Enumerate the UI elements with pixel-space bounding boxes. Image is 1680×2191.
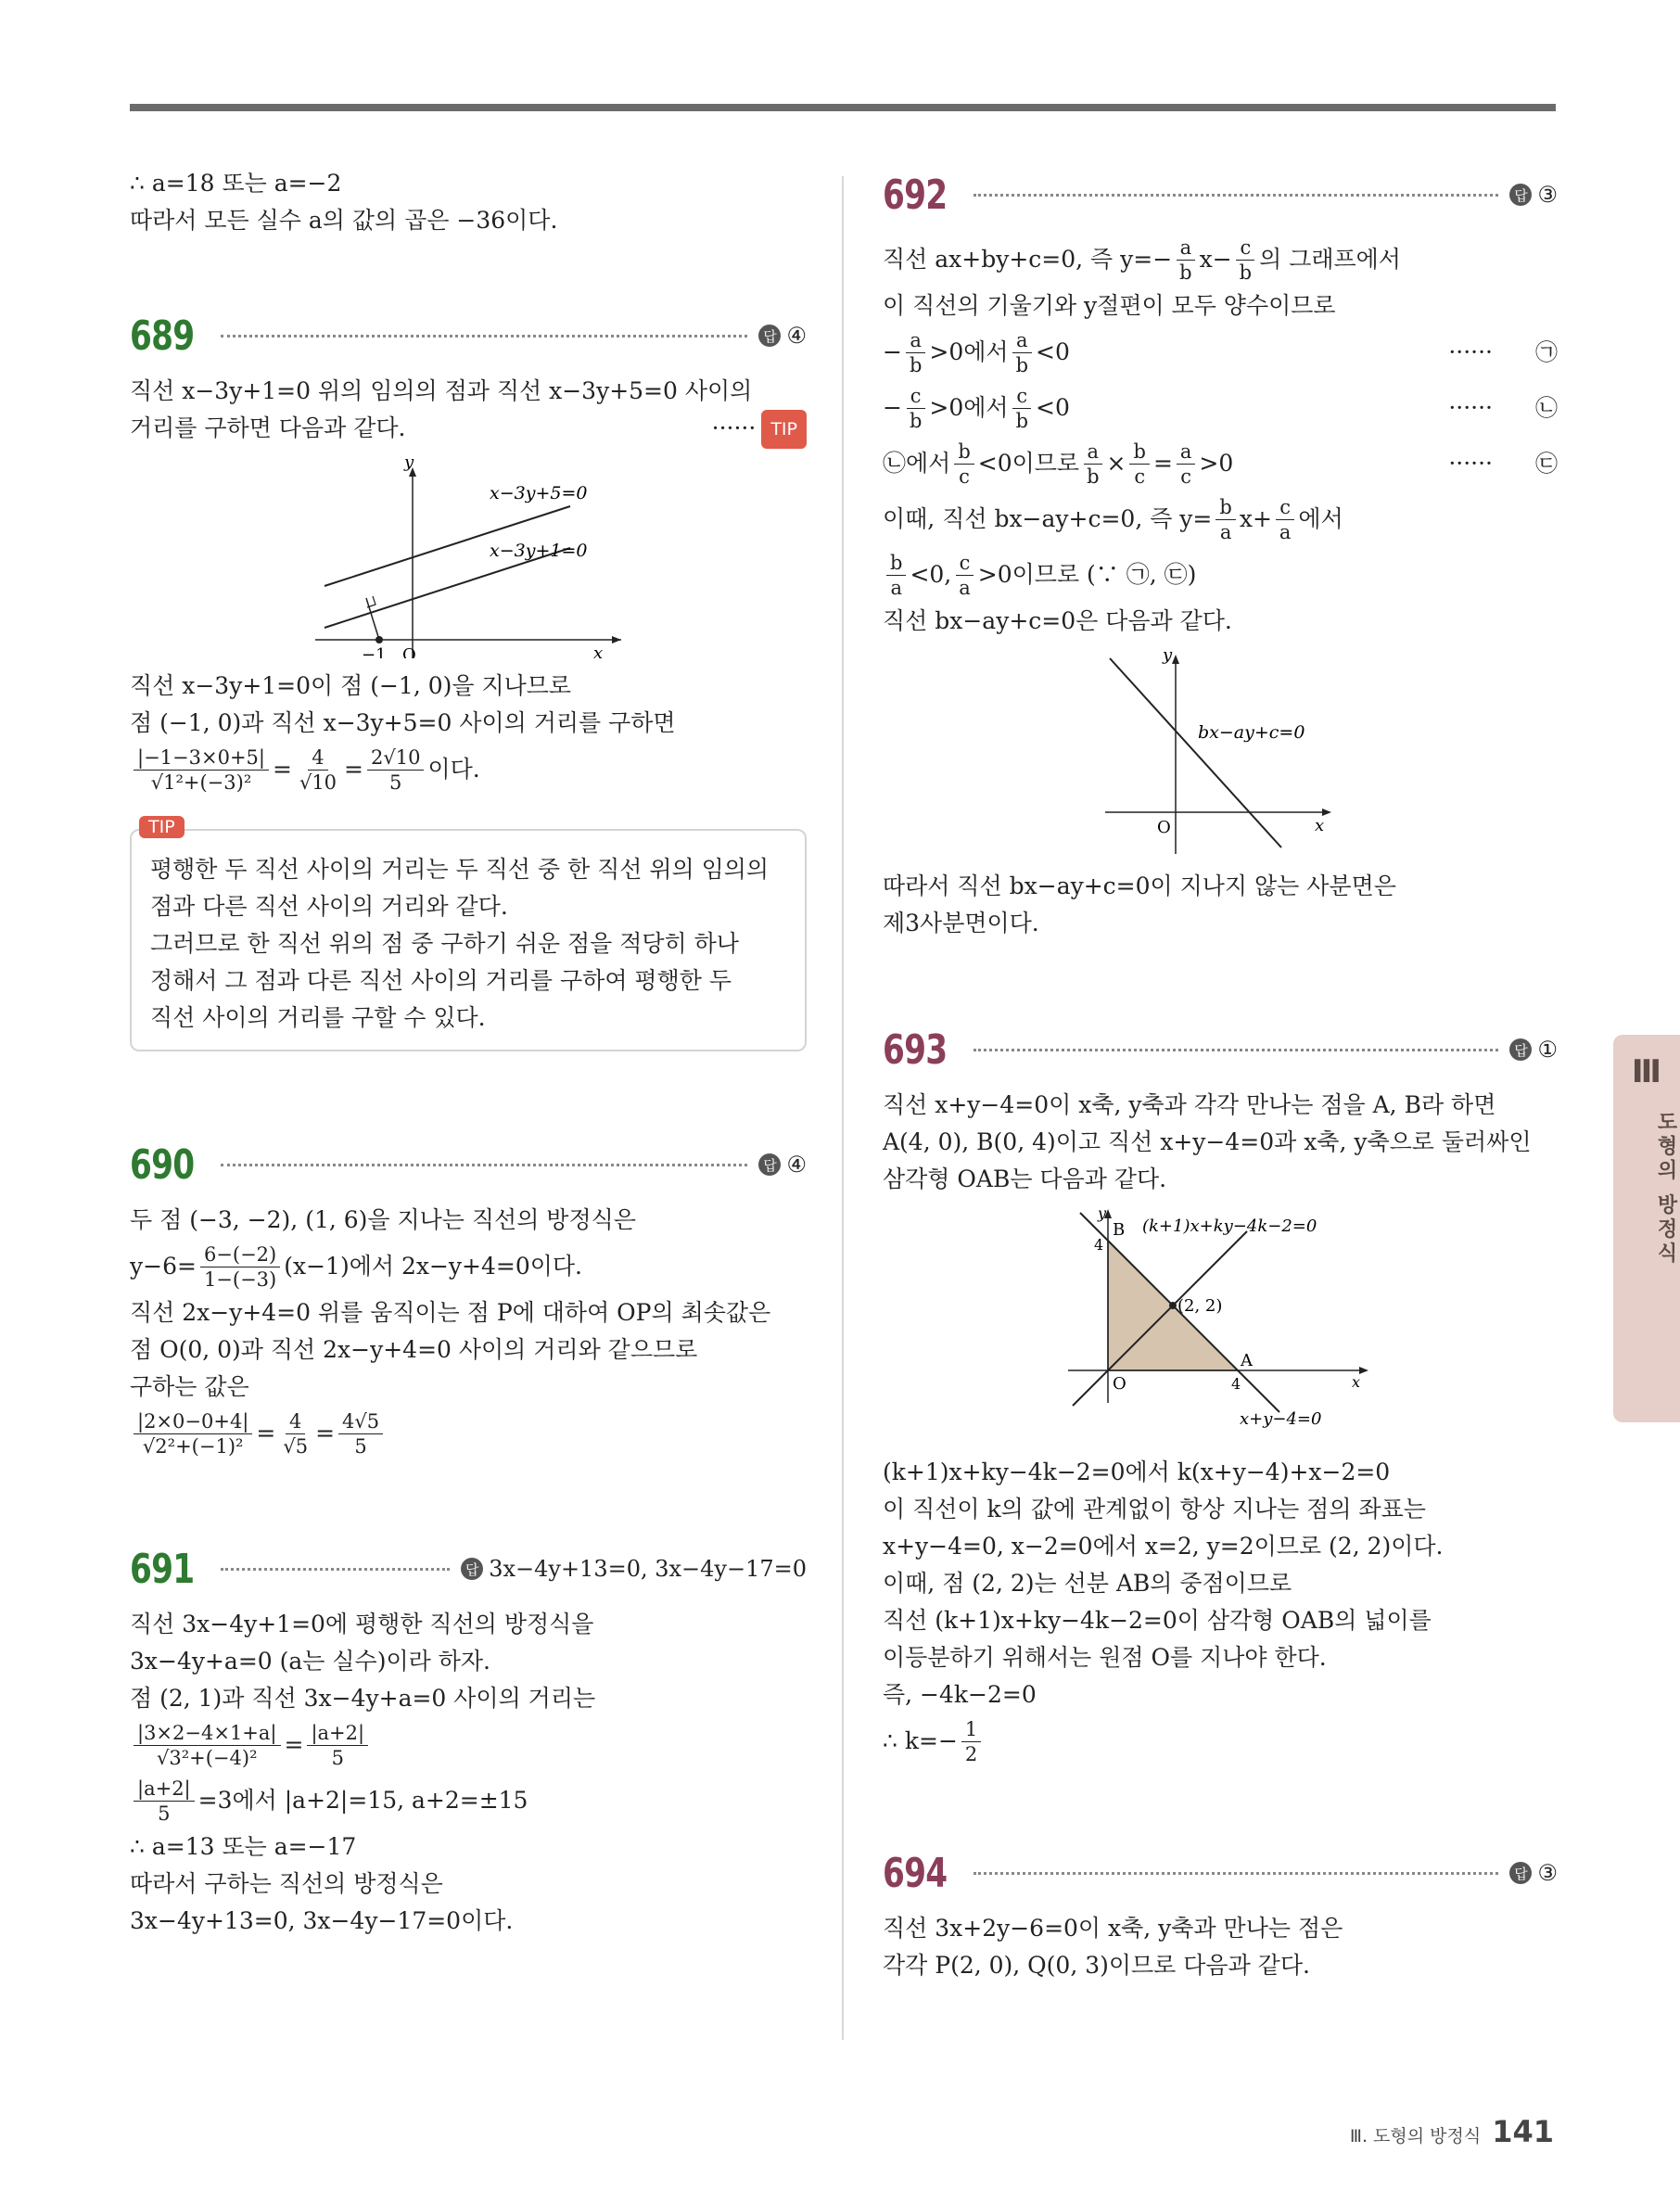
text-line: 점 (2, 1)과 직선 3x−4y+a=0 사이의 거리는: [130, 1685, 596, 1712]
text-line: x+y−4=0, x−2=0에서 x=2, y=2이므로 (2, 2)이다.: [883, 1533, 1444, 1560]
text-line: 이등분하기 위해서는 원점 O를 지나야 한다.: [883, 1644, 1327, 1671]
text-line: 따라서 직선 bx−ay+c=0이 지나지 않는 사분면은: [883, 873, 1396, 899]
fraction: $\frac{a}{b}$: [906, 328, 925, 377]
fraction: $\frac{c}{a}$: [955, 551, 974, 600]
chapter-tab: [1613, 1035, 1680, 1422]
a-label: A: [1241, 1351, 1253, 1370]
problem-694-header: [883, 1843, 1558, 1903]
origin-label: O: [1113, 1374, 1126, 1394]
text-line: ∴ a=18 또는 a=−2: [130, 170, 342, 197]
x-label: x: [1315, 816, 1325, 835]
fraction: $\frac{b}{a}$: [886, 551, 906, 600]
fraction: $\frac{4√5}{5}$: [338, 1409, 383, 1459]
problem-number: 689: [130, 312, 195, 360]
perpendicular-segment: [366, 598, 379, 640]
label-eq1: x−3y+5=0: [490, 483, 588, 503]
page-number: 141: [1492, 2114, 1554, 2149]
math-line: ∴ k=− $\frac{1}{2}$: [883, 1713, 1558, 1769]
fraction: $\frac{a}{b}$: [1083, 439, 1102, 489]
x-label: x: [593, 643, 604, 658]
left-column: [130, 165, 807, 1940]
answer-icon: 답: [758, 1153, 781, 1176]
fraction: $\frac{a}{c}$: [1177, 439, 1196, 489]
problem-number: 691: [130, 1545, 195, 1593]
text-line: 3x−4y+13=0, 3x−4y−17=0이다.: [130, 1907, 514, 1934]
text-line: 직선 사이의 거리를 구할 수 있다.: [150, 1004, 486, 1031]
text-line: 점 O(0, 0)과 직선 2x−y+4=0 사이의 거리와 같으므로: [130, 1336, 698, 1363]
answer-icon: 답: [1509, 1038, 1532, 1061]
problem-691-header: [130, 1539, 807, 1599]
text-line: 각각 P(2, 0), Q(0, 3)이므로 다음과 같다.: [883, 1952, 1310, 1979]
figure-triangle-oab: [883, 1204, 1558, 1448]
condition-mark: ㉠: [1535, 339, 1558, 365]
text-line: 직선 bx−ay+c=0은 다음과 같다.: [883, 607, 1232, 634]
math-line: 이때, 직선 bx−ay+c=0, 즉 y= $\frac{b}{a}$ x+ $\frac{c}{a}$ 에서: [883, 495, 1343, 543]
answer-icon: 답: [758, 325, 781, 347]
text-line: 즉, −4k−2=0: [883, 1681, 1037, 1708]
math-line: $\frac{|2\times 0-0+4|}{\text{√2²+(−1)²}}$ = $\frac{4}{√5}$ = $\frac{4√5}{5}$: [130, 1406, 807, 1461]
problem-690-header: [130, 1135, 807, 1194]
leader-dots: [221, 1164, 747, 1166]
text-line: 점 (−1, 0)과 직선 x−3y+5=0 사이의 거리를 구하면: [130, 709, 676, 736]
chapter-label: 도형의 방정식: [1654, 1111, 1677, 1267]
b-label: B: [1113, 1220, 1126, 1240]
y-label: y: [404, 454, 414, 472]
fraction: $\frac{b}{c}$: [1129, 439, 1149, 489]
answer: 답 ③: [1509, 1860, 1558, 1886]
fraction: $\frac{|3\times 2-4\times 1+a|}{\text{√3²+(−4)²}}$: [134, 1721, 281, 1770]
text-line: 정해서 그 점과 다른 직선 사이의 거리를 구하여 평행한 두: [150, 967, 732, 994]
footer-chapter: Ⅲ. 도형의 방정식: [1349, 2126, 1482, 2146]
fraction: $\frac{|a+2|}{5}$: [307, 1721, 368, 1770]
fraction: $\frac{|a+2|}{5}$: [134, 1777, 195, 1826]
origin-label: O: [402, 645, 416, 658]
fraction: $\frac{4}{√5}$: [283, 1409, 309, 1458]
fraction: $\frac{2√10}{5}$: [367, 745, 424, 795]
condition-mark: ㉢: [1535, 451, 1558, 477]
tip-box: [130, 817, 807, 1051]
text-line: 직선 x+y−4=0이 x축, y축과 각각 만나는 점을 A, B라 하면: [883, 1091, 1496, 1118]
text-line: 직선 3x+2y−6=0이 x축, y축과 만나는 점은: [883, 1915, 1343, 1942]
fraction: $\frac{|-1-3\times 0+5|}{\text{√1²+(−3)²}}$: [134, 745, 269, 795]
answer: 답 ①: [1509, 1037, 1558, 1063]
fraction: $\frac{4}{√10}$: [299, 745, 337, 794]
line-graph: [883, 645, 1558, 859]
text-line: 평행한 두 직선 사이의 거리는 두 직선 중 한 직선 위의 임의의: [150, 856, 770, 883]
tip-tag: TIP: [139, 816, 185, 838]
text-line: 두 점 (−3, −2), (1, 6)을 지나는 직선의 방정식은: [130, 1206, 636, 1233]
x-axis-arrow: [1359, 1367, 1368, 1374]
text-line: 따라서 모든 실수 a의 값의 곱은 −36이다.: [130, 207, 558, 234]
answer: 답 ④: [758, 1152, 807, 1178]
text-line: 직선 3x−4y+1=0에 평행한 직선의 방정식을: [130, 1611, 594, 1637]
fraction: $\frac{1}{2}$: [961, 1717, 981, 1766]
answer-icon: 답: [461, 1558, 483, 1580]
fraction: $\frac{b}{c}$: [954, 439, 974, 489]
minus-one-label: −1: [362, 645, 387, 658]
fraction: $\frac{6-(-2)}{1-(-3)}$: [200, 1242, 280, 1292]
leader-dots: [221, 335, 747, 338]
leader-dots: [221, 1568, 450, 1571]
problem-number: 693: [883, 1025, 948, 1074]
text-line: (k+1)x+ky−4k−2=0에서 k(x+y−4)+x−2=0: [883, 1459, 1391, 1485]
tip-tag: TIP: [761, 410, 807, 449]
math-line: − $\frac{c}{b}$ >0에서 $\frac{c}{b}$ <0 ······ ㉡: [883, 384, 1558, 432]
answer: 답 ④: [758, 323, 807, 349]
text-line: 이때, 점 (2, 2)는 선분 AB의 중점이므로: [883, 1570, 1292, 1597]
top-rule: [130, 104, 1556, 111]
fraction: $\frac{a}{b}$: [1176, 236, 1195, 285]
x-label: x: [1352, 1373, 1361, 1391]
condition-mark: ㉡: [1535, 395, 1558, 421]
triangle-graph: [883, 1204, 1558, 1445]
four-y-label: 4: [1094, 1236, 1104, 1254]
page-footer: [1350, 2114, 1554, 2149]
answer: 답 3x−4y+13=0, 3x−4y−17=0: [461, 1556, 807, 1582]
text-line: 직선 x−3y+1=0이 점 (−1, 0)을 지나므로: [130, 672, 572, 699]
fraction: $\frac{b}{a}$: [1215, 495, 1235, 544]
text-line: 구하는 값은: [130, 1373, 249, 1400]
text-line: 제3사분면이다.: [883, 910, 1039, 936]
point-label: (2, 2): [1177, 1296, 1223, 1316]
right-column: [883, 165, 1558, 1984]
label-eq: bx−ay+c=0: [1198, 722, 1305, 743]
four-x-label: 4: [1231, 1375, 1241, 1393]
parallel-lines-graph: [130, 454, 807, 658]
answer: 답 ③: [1509, 182, 1558, 208]
fraction: $\frac{c}{a}$: [1276, 495, 1295, 544]
fraction: $\frac{c}{b}$: [906, 384, 925, 433]
problem-689-header: [130, 306, 807, 365]
problem-number: 690: [130, 1140, 195, 1189]
fraction: $\frac{c}{b}$: [1236, 236, 1255, 285]
text-line: 3x−4y+a=0 (a는 실수)이라 하자.: [130, 1648, 490, 1675]
column-divider: [842, 176, 844, 2040]
problem-number: 694: [883, 1849, 948, 1897]
y-axis-arrow: [1172, 655, 1179, 664]
label-eq2: x−3y+1=0: [490, 541, 588, 561]
text-line: 직선 x−3y+1=0 위의 임의의 점과 직선 x−3y+5=0 사이의: [130, 377, 753, 404]
text-line: 삼각형 OAB는 다음과 같다.: [883, 1166, 1167, 1192]
leader-dots: [974, 194, 1498, 197]
text-line: 그러므로 한 직선 위의 점 중 구하기 쉬운 점을 적당히 하나: [150, 930, 739, 957]
math-line: $\frac{|3\times 2-4\times 1+a|}{\text{√3²+(−4)²}}$ = $\frac{|a+2|}{5}$: [130, 1717, 807, 1773]
answer-icon: 답: [1509, 1862, 1532, 1884]
y-label: y: [1163, 645, 1173, 665]
text-line: 이 직선이 k의 값에 관계없이 항상 지나는 점의 좌표는: [883, 1496, 1426, 1522]
text-line: 거리를 구하면 다음과 같다. ······ TIP: [130, 410, 807, 449]
math-line: − $\frac{a}{b}$ >0에서 $\frac{a}{b}$ <0 ······ ㉠: [883, 328, 1558, 376]
fraction: $\frac{c}{b}$: [1012, 384, 1032, 433]
text-line: ∴ a=13 또는 a=−17: [130, 1833, 357, 1860]
leader-dots: [974, 1049, 1498, 1051]
answer-icon: 답: [1509, 184, 1532, 206]
line-through-origin: [1073, 1231, 1247, 1406]
math-line: $\frac{|a+2|}{5}$ =3에서 |a+2|=15, a+2=±15: [130, 1773, 807, 1828]
text-line: 점과 다른 직선 사이의 거리와 같다.: [150, 893, 508, 920]
label-eq2: x+y−4=0: [1240, 1409, 1322, 1429]
label-eq1: (k+1)x+ky−4k−2=0: [1142, 1217, 1317, 1236]
problem-692-header: [883, 165, 1558, 224]
math-line: ㉡에서 $\frac{b}{c}$ <0이므로 $\frac{a}{b}$ × $\frac{b}{c}$ = $\frac{a}{c}$ >0 ······ ㉢: [883, 439, 1558, 488]
text-line: A(4, 0), B(0, 4)이고 직선 x+y−4=0과 x축, y축으로 둘러싸인: [883, 1128, 1532, 1155]
leader-dots: [974, 1872, 1498, 1875]
math-line: y−6= $\frac{6-(-2)}{1-(-3)}$ (x−1)에서 2x−y+4=0이다.: [130, 1242, 582, 1291]
point-2-2: [1169, 1302, 1177, 1309]
fraction: $\frac{a}{b}$: [1012, 328, 1032, 377]
x-axis-arrow: [612, 636, 621, 643]
point-minus-1: [375, 636, 383, 643]
text-line: 따라서 구하는 직선의 방정식은: [130, 1870, 443, 1897]
fraction: $\frac{|2\times 0-0+4|}{\text{√2²+(−1)²}}$: [134, 1409, 252, 1459]
y-label: y: [1098, 1204, 1107, 1222]
origin-label: O: [1157, 818, 1171, 837]
chapter-numeral: Ⅲ: [1631, 1053, 1662, 1090]
text-line: 직선 2x−y+4=0 위를 움직이는 점 P에 대하여 OP의 최솟값은: [130, 1299, 771, 1326]
problem-number: 692: [883, 171, 948, 219]
text-line: 직선 (k+1)x+ky−4k−2=0이 삼각형 OAB의 넓이를: [883, 1607, 1432, 1634]
figure-line-bx-ay-c: [883, 645, 1558, 862]
line-bx-ay+c: [1110, 658, 1281, 847]
problem-693-header: [883, 1020, 1558, 1079]
math-line: $\frac{b}{a}$ <0, $\frac{c}{a}$ >0이므로 (∵ ㉠, ㉢): [883, 547, 1558, 603]
text-line: 이 직선의 기울기와 y절편이 모두 양수이므로: [883, 292, 1336, 319]
math-line: $\frac{|-1-3\times 0+5|}{\text{√1²+(−3)²}}$ = $\frac{4}{√10}$ = $\frac{2√10}{5}$ 이다.: [130, 742, 807, 797]
math-line: 직선 ax+by+c=0, 즉 y=− $\frac{a}{b}$ x− $\frac{c}{b}$ 의 그래프에서: [883, 236, 1401, 284]
x-axis-arrow: [1322, 809, 1331, 816]
figure-parallel-lines: [130, 454, 807, 662]
